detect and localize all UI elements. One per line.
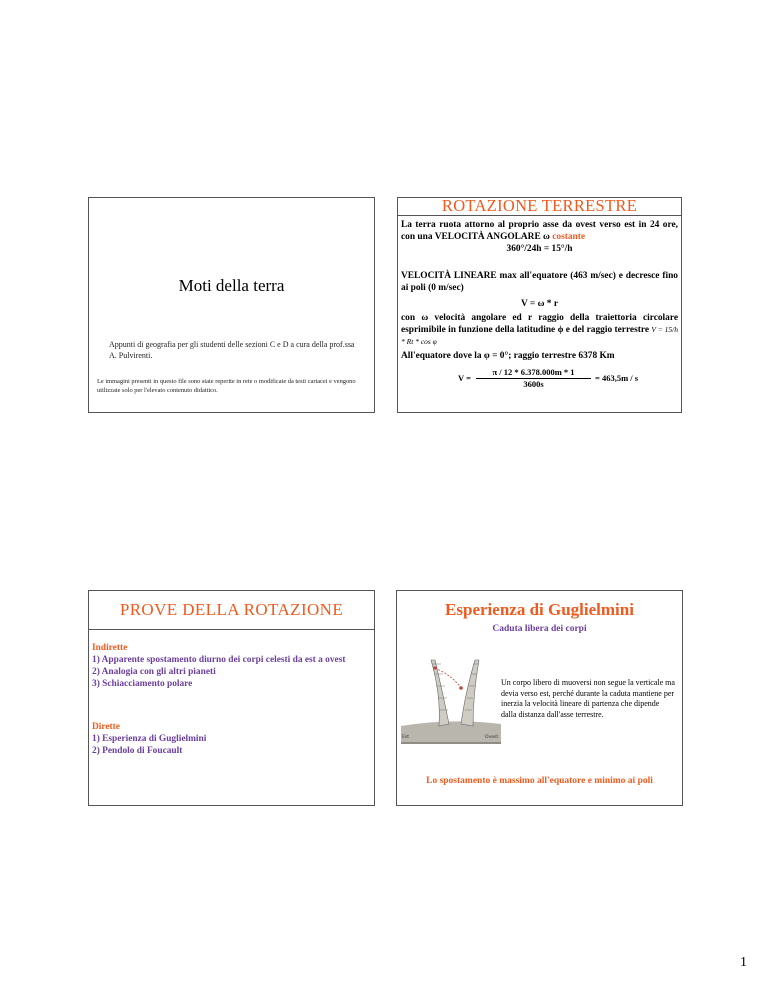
slide-image-note: Le immagini presenti in questo file sono state reperite in rete o modificate da testi cartacei e vengono utilizzate solo per l'elevato contenuto didattico. [97, 378, 356, 394]
list-item: 1) Esperienza di Guglielmini [92, 734, 207, 744]
linear-speed-text: VELOCITÀ LINEARE max all'equatore (463 m/sec) e decresce fino ai poli (0 m/sec) [401, 271, 678, 293]
list-item: 1) Apparente spostamento diurno dei corpi celesti da est a ovest [92, 655, 346, 665]
intro-paragraph [401, 219, 678, 255]
radius-explanation [401, 312, 678, 348]
list-item: 2) Analogia con gli altri pianeti [92, 667, 216, 677]
equator-calculation [458, 367, 658, 393]
intro-text: La terra ruota attorno al proprio asse da ovest verso est in 24 ore, con una VELOCITÀ ANGOLARE ω [401, 220, 678, 242]
indirect-section [92, 642, 371, 690]
indirect-heading: Indirette [92, 643, 128, 653]
page-number: 1 [740, 955, 747, 970]
slide-guglielmini [396, 590, 683, 806]
slide-credits: Appunti di geografia per gli studenti delle sezioni C e D a cura della prof.ssa A. Pulvirenti. [109, 340, 355, 360]
calc-numerator: π / 12 * 6.378.000m * 1 [492, 367, 575, 377]
speed-formula: V = ω * r [520, 299, 559, 309]
west-label: Ovest [485, 735, 499, 740]
slide-heading: Esperienza di Guglielmini [445, 600, 634, 619]
conclusion-text: Lo spostamento è massimo all'equatore e minimo ai poli [426, 776, 653, 786]
calc-result: = 463,5m / s [595, 373, 639, 383]
direct-section [92, 721, 371, 757]
slide-heading: ROTAZIONE TERRESTRE [441, 196, 638, 215]
experiment-description: Un corpo libero di muoversi non segue la verticale ma devia verso est, perché durante la caduta mantiene per inerzia la velocità lineare di partenza che dipende dalla distanza dall'asse terrestre. [501, 678, 675, 719]
slide-subtitle: Caduta libera dei corpi [492, 624, 587, 634]
slide-prove [88, 590, 375, 806]
direct-heading: Dirette [92, 722, 120, 732]
slide-heading-box [89, 591, 374, 630]
calc-lhs: V = [458, 373, 471, 383]
east-label: Est [402, 735, 409, 740]
tower-drawing [401, 658, 501, 758]
slide-rotazione [397, 197, 682, 413]
calc-denominator: 3600s [523, 379, 544, 389]
latitude-formula: V = 15/h * Rt * cos φ [401, 325, 679, 346]
list-item: 2) Pendolo di Foucault [92, 746, 183, 756]
slide-title [88, 197, 375, 413]
slide-heading-box [398, 198, 681, 216]
list-item: 3) Schiacciamento polare [92, 679, 193, 689]
equator-text: All'equatore dove la φ = 0°; raggio terrestre 6378 Km [401, 351, 615, 361]
radius-text: con ω velocità angolare ed r raggio della traiettoria circolare esprimibile in funzione della latitudine ϕ e del raggio terrestre [401, 313, 678, 335]
slide-title-heading: Moti della terra [178, 276, 285, 295]
rate-formula: 360°/24h = 15°/h [506, 244, 573, 254]
slide-heading: PROVE DELLA ROTAZIONE [119, 600, 344, 619]
intro-highlight: costante [552, 232, 586, 242]
tower-illustration [401, 658, 501, 758]
